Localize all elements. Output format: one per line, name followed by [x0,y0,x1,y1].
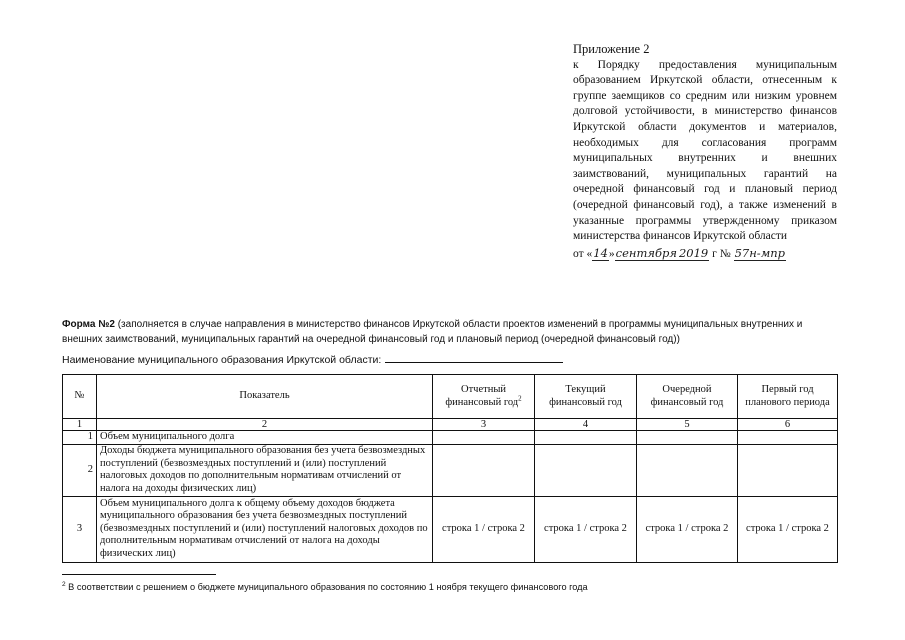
col-number: 1 [63,419,97,431]
date-suffix: г № [712,247,731,260]
appendix-block [573,42,837,262]
footnote-ref: 2 [518,394,522,402]
appendix-title: Приложение 2 [573,42,650,56]
form-title: Форма №2 [62,319,115,330]
row-number: 1 [63,431,97,445]
date-year: 2019 [678,245,709,260]
footnote [62,582,762,592]
col-number: 4 [535,419,637,431]
table-row [63,496,838,562]
row-number: 3 [63,496,97,562]
header-no: № [63,375,97,419]
row-indicator: Доходы бюджета муниципального образования без учета безвозмездных поступлений (безвозмездных поступлений и (или) поступлений налоговых доходов по дополнительным нормативам отчислений от налога на доходы физических лиц) [97,444,433,496]
header-indicator: Показатель [97,375,433,419]
col-number: 2 [97,419,433,431]
cell-plan1[interactable]: строка 1 / строка 2 [738,496,838,562]
row-number: 2 [63,444,97,496]
header-next-year: Очередной финансовый год [637,375,738,419]
cell-reported[interactable]: строка 1 / строка 2 [433,496,535,562]
municipality-name-line [62,352,662,366]
date-month: сентября [615,245,677,260]
col-number: 6 [738,419,838,431]
table-row [63,444,838,496]
row-indicator: Объем муниципального долга [97,431,433,445]
form-note-text: (заполняется в случае направления в министерство финансов Иркутской области проектов изменений в программы муниципальных внутренних и внешних заимствований, муниципальных гарантий на очередной финансовый год и плановый период (очередной финансовый год)) [62,319,803,345]
column-number-row [63,419,838,431]
appendix-body: к Порядку предоставления муниципальным образованием Иркутской области, отнесенным к группе заемщиков со средним или низким уровнем долговой устойчивости, в министерство финансов Иркутской области документов и материалов, необходимых для согласования программ муниципальных внутренних и внешних заимствований, муниципальных гарантий на очередной финансовый год и плановый период (очередной финансовый год), а также изменений в указанные программы утвержденному приказом министерства финансов Иркутской области [573,58,837,243]
form-description [62,317,840,347]
cell-next[interactable]: строка 1 / строка 2 [637,496,738,562]
cell-reported[interactable] [433,431,535,445]
col-number: 5 [637,419,738,431]
cell-next[interactable] [637,444,738,496]
municipality-label: Наименование муниципального образования Иркутской области: [62,354,382,366]
date-mid: » [608,247,615,260]
header-plan-year-1: Первый год планового периода [738,375,838,419]
cell-plan1[interactable] [738,444,838,496]
footnote-text: В соответствии с решением о бюджете муниципального образования по состоянию 1 ноября текущего финансового года [65,582,588,592]
row-indicator: Объем муниципального долга к общему объему доходов бюджета муниципального образования без учета безвозмездных поступлений (безвозмездных поступлений и (или) поступлений налоговых доходов по дополнительным нормативам отчислений от налога на доходы физических лиц) [97,496,433,562]
footnote-marker: 2 [62,580,66,588]
municipality-blank-field[interactable] [385,352,563,363]
date-day: 14 [593,245,608,260]
cell-next[interactable] [637,431,738,445]
cell-current[interactable]: строка 1 / строка 2 [535,496,637,562]
table-header-row [63,375,838,419]
order-date-line [573,247,837,263]
indicators-table [62,374,838,563]
col-number: 3 [433,419,535,431]
table-row [63,431,838,445]
footnote-separator [62,574,216,575]
header-current-year: Текущий финансовый год [535,375,637,419]
header-reported-year: Отчетный финансовый год$^2$ [433,375,535,419]
cell-reported[interactable] [433,444,535,496]
date-prefix: от « [573,247,593,260]
order-number: 57н-мпр [734,245,785,260]
cell-current[interactable] [535,431,637,445]
cell-current[interactable] [535,444,637,496]
cell-plan1[interactable] [738,431,838,445]
